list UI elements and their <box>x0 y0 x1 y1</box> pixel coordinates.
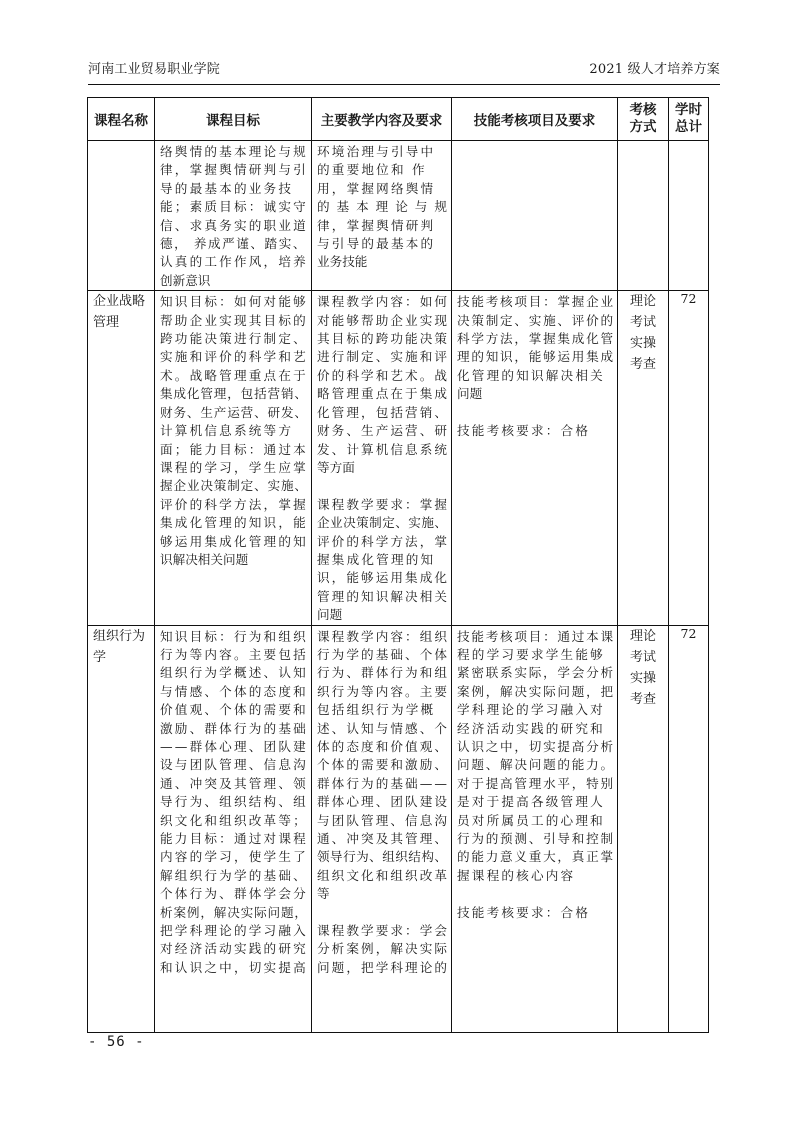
text-line: 业务技能 <box>317 254 368 270</box>
teaching-content-cell <box>312 141 452 291</box>
col-header-total-hours-line: 学时 <box>675 102 702 118</box>
course-name-cell <box>88 291 155 625</box>
text-line: 学 <box>93 649 107 665</box>
text-line: 评价的科学方法，掌 <box>317 533 450 549</box>
text-line: 络舆情的基本理论与规 <box>160 144 308 159</box>
text-line: 行为等内容。主要包括 <box>160 646 308 662</box>
text-line: 集成化管理的知识，能 <box>160 515 308 531</box>
text-line: 用，掌握网络舆情 <box>317 180 436 196</box>
text-line: 个体行为、群体学会分 <box>160 886 308 902</box>
text-line: 价的科学和艺术。战 <box>317 367 450 383</box>
total-hours-cell <box>669 141 709 291</box>
teaching-content-cell <box>312 291 452 625</box>
text-line: 略管理重点在于集成 <box>317 386 450 402</box>
text-line: 激励、群体行为的基础 <box>160 720 308 736</box>
text-line: 认识之中，切实提高分析 <box>457 738 615 754</box>
text-line: 与情感、个体的态度和 <box>160 683 308 699</box>
text-line: 等 <box>317 886 330 902</box>
text-line: 分析案例，解决实际 <box>317 941 450 957</box>
text-line: 与引导的最基本的 <box>317 236 436 252</box>
text-line: 程的学习要求学生能够 <box>457 646 605 662</box>
text-line: 等方面 <box>317 459 355 475</box>
text-line: 跨功能决策进行制定、 <box>160 331 308 347</box>
col-header-assessment-method <box>618 98 669 141</box>
text-line: 员对所属员工的心理和 <box>457 812 605 828</box>
col-header-assessment-method-line: 方式 <box>629 119 657 135</box>
text-line: 紧密联系实际，学会分析 <box>457 665 615 681</box>
text-line: 创新意识 <box>160 272 211 288</box>
text-line: 知识目标：行为和组织 <box>160 628 308 644</box>
text-line: 发、计算机信息系统 <box>317 441 450 457</box>
text-line: 导行为、组织结构、组 <box>160 794 308 810</box>
text-line: 课程教学内容：组织 <box>317 628 450 644</box>
text-line: 群体行为的基础—— <box>317 775 450 791</box>
text-line: 行为学的基础、个体 <box>317 646 450 662</box>
text-line: 的重要地位和 作 <box>317 162 427 178</box>
text-line: 析案例，解决实际问题， <box>160 904 308 920</box>
skill-assessment-cell <box>452 625 618 1032</box>
text-line: 财务、生产运营、研发、 <box>160 404 308 420</box>
col-header-teaching-content: 主要教学内容及要求 <box>312 98 452 141</box>
text-line: 对于提高管理水平，特别 <box>457 775 615 791</box>
text-line: 对经济活动实践的研究 <box>160 941 308 957</box>
skill-assessment-cell <box>452 291 618 625</box>
text-line: 价值观、个体的需要和 <box>160 702 308 718</box>
text-line: 够运用集成化管理的知 <box>160 533 308 549</box>
course-goal-cell <box>155 291 312 625</box>
text-line: 内容的学习，使学生了 <box>160 849 308 865</box>
text-line: 行为、群体行为和组 <box>317 665 450 681</box>
text-line: 通、冲突及其管理、领 <box>160 775 308 791</box>
text-line: 技能考核要求：合格 <box>457 904 591 920</box>
col-header-assessment-method-line: 考核 <box>629 102 657 118</box>
text-line: 包括组织行为学概 <box>317 702 436 718</box>
text-line: 问题 <box>457 386 483 402</box>
text-line <box>457 404 613 422</box>
text-line: 个体的需要和激励、 <box>317 757 450 773</box>
text-line: 考查 <box>629 357 656 373</box>
text-line: 认真的工作作风，培养 <box>160 254 308 270</box>
text-line: 信、求真务实的职业道 <box>160 217 308 233</box>
table-row <box>88 141 709 291</box>
text-line: 述、认知与情感、个 <box>317 720 450 736</box>
text-line: 能力目标：通过对课程 <box>160 831 308 847</box>
text-line: 技能考核要求：合格 <box>457 423 591 439</box>
text-line: 评价的科学方法，掌握 <box>160 496 308 512</box>
text-line: 理论 <box>629 294 656 310</box>
text-line: 经济活动实践的研究和 <box>457 720 605 736</box>
text-line: 其目标的跨功能决策 <box>317 331 450 347</box>
course-name-cell <box>88 625 155 1032</box>
text-line: 集成化管理，包括营销、 <box>160 386 308 402</box>
text-line: 行为的预测、引导和控制 <box>457 831 615 847</box>
table-header-row <box>88 98 709 141</box>
document-title: 2021 级人才培养方案 <box>589 62 720 77</box>
text-line: 设与团队管理、信息沟 <box>160 757 308 773</box>
text-line: 理的知识，能够运用集成 <box>457 349 615 365</box>
text-line: 体的态度和价值观、 <box>317 738 450 754</box>
text-line: 帮助企业实现其目标的 <box>160 312 308 328</box>
text-line: 握课程的核心内容 <box>457 867 576 883</box>
table-row <box>88 625 709 1032</box>
course-goal-cell <box>155 141 312 291</box>
text-line: 环境治理与引导中 <box>317 144 436 159</box>
text-line: 问题 <box>317 607 343 623</box>
text-line: 的 基 本 理 论 与 规 <box>317 199 449 215</box>
text-line: 化管理，包括营销、 <box>317 404 450 420</box>
text-line: 学科理论的学习融入对 <box>457 702 605 718</box>
text-line: 组织行为 <box>93 628 146 644</box>
text-line: 握集成化管理的知 <box>317 551 436 567</box>
course-goal-cell <box>155 625 312 1032</box>
text-line: 技能考核项目：掌握企业 <box>457 294 615 310</box>
col-header-total-hours <box>669 98 709 141</box>
text-line: 织行为等内容。主要 <box>317 683 450 699</box>
text-line: 识解决相关问题 <box>160 551 249 567</box>
text-line: 化管理的知识解决相关 <box>457 367 605 383</box>
text-line: 理论 <box>629 628 656 644</box>
text-line: 和认识之中，切实提高 <box>160 959 308 975</box>
text-line: 群体心理、团队建设 <box>317 794 450 810</box>
text-line: 问题，把学科理论的 <box>317 959 450 975</box>
text-line: 知识目标：如何对能够 <box>160 294 308 310</box>
text-line: 通、冲突及其管理、 <box>317 831 450 847</box>
text-line: 识，能够运用集成化 <box>317 570 450 586</box>
assessment-method-cell <box>618 141 669 291</box>
col-header-skill-assessment: 技能考核项目及要求 <box>452 98 618 141</box>
text-line: 课程教学要求：掌握 <box>317 496 450 512</box>
text-line: 计算机信息系统等方 <box>160 423 294 439</box>
text-line: 律，掌握舆情研判 <box>317 217 436 233</box>
text-line: 课程教学要求：学会 <box>317 923 450 939</box>
text-line: 考查 <box>629 691 656 707</box>
text-line: 实施和评价的科学和艺 <box>160 349 308 365</box>
text-line: 管理的知识解决相关 <box>317 588 450 604</box>
running-header <box>88 58 720 78</box>
text-line: 企业决策制定、实施、 <box>317 515 448 531</box>
text-line: 组织行为学概述、认知 <box>160 665 308 681</box>
text-line: 案例，解决实际问题，把 <box>457 683 615 699</box>
course-name-cell <box>88 141 155 291</box>
text-line: 能；素质目标：诚实守 <box>160 199 308 215</box>
text-line: 德， 养成严谨、踏实、 <box>160 236 307 252</box>
text-line: 企业战略 <box>93 294 146 310</box>
text-line: 握企业决策制定、实施、 <box>160 478 308 494</box>
text-line: 问题、解决问题的能力。 <box>457 757 615 773</box>
text-line: 技能考核项目：通过本课 <box>457 628 615 644</box>
total-hours-cell: 72 <box>669 625 709 1032</box>
text-line: 术。战略管理重点在于 <box>160 367 308 383</box>
curriculum-table <box>87 97 709 1033</box>
skill-assessment-cell <box>452 141 618 291</box>
text-line: 科学方法，掌握集成化管 <box>457 331 615 347</box>
text-line: 考试 <box>629 315 656 331</box>
text-line: 与团队管理、信息沟 <box>317 812 450 828</box>
text-line: 课程教学内容：如何 <box>317 294 450 310</box>
text-line <box>317 904 447 922</box>
text-line: 课程的学习，学生应掌 <box>160 459 308 475</box>
text-line <box>317 477 447 495</box>
text-line: 是对于提高各级管理人 <box>457 794 605 810</box>
text-line: 的能力意义重大，真正掌 <box>457 849 615 865</box>
text-line: 对能够帮助企业实现 <box>317 312 450 328</box>
text-line: 面；能力目标：通过本 <box>160 441 308 457</box>
text-line: 进行制定、实施和评 <box>317 349 450 365</box>
col-header-course-goal: 课程目标 <box>155 98 312 141</box>
text-line: 解组织行为学的基础、 <box>160 867 308 883</box>
table-row <box>88 291 709 625</box>
text-line: 管理 <box>93 315 120 331</box>
text-line: 实操 <box>629 336 656 352</box>
assessment-method-cell <box>618 291 669 625</box>
assessment-method-cell <box>618 625 669 1032</box>
institution-name: 河南工业贸易职业学院 <box>88 62 221 77</box>
text-line: 领导行为、组织结构、 <box>317 849 448 865</box>
page-number: - 56 - <box>88 1034 145 1050</box>
text-line: ——群体心理、团队建 <box>160 738 308 754</box>
text-line: 织文化和组织改革等； <box>160 812 308 828</box>
text-line: 实操 <box>629 670 656 686</box>
col-header-course-name: 课程名称 <box>88 98 155 141</box>
teaching-content-cell <box>312 625 452 1032</box>
col-header-total-hours-line: 总计 <box>675 119 702 135</box>
text-line <box>457 885 613 903</box>
text-line: 考试 <box>629 649 656 665</box>
text-line: 律，掌握舆情研判与引 <box>160 162 308 178</box>
text-line: 导的最基本的业务技 <box>160 180 294 196</box>
text-line: 财务、生产运营、研 <box>317 423 450 439</box>
text-line: 决策制定、实施、评价的 <box>457 312 615 328</box>
header-rule <box>88 84 720 85</box>
text-line: 把学科理论的学习融入 <box>160 923 308 939</box>
total-hours-cell: 72 <box>669 291 709 625</box>
text-line: 组织文化和组织改革 <box>317 867 450 883</box>
